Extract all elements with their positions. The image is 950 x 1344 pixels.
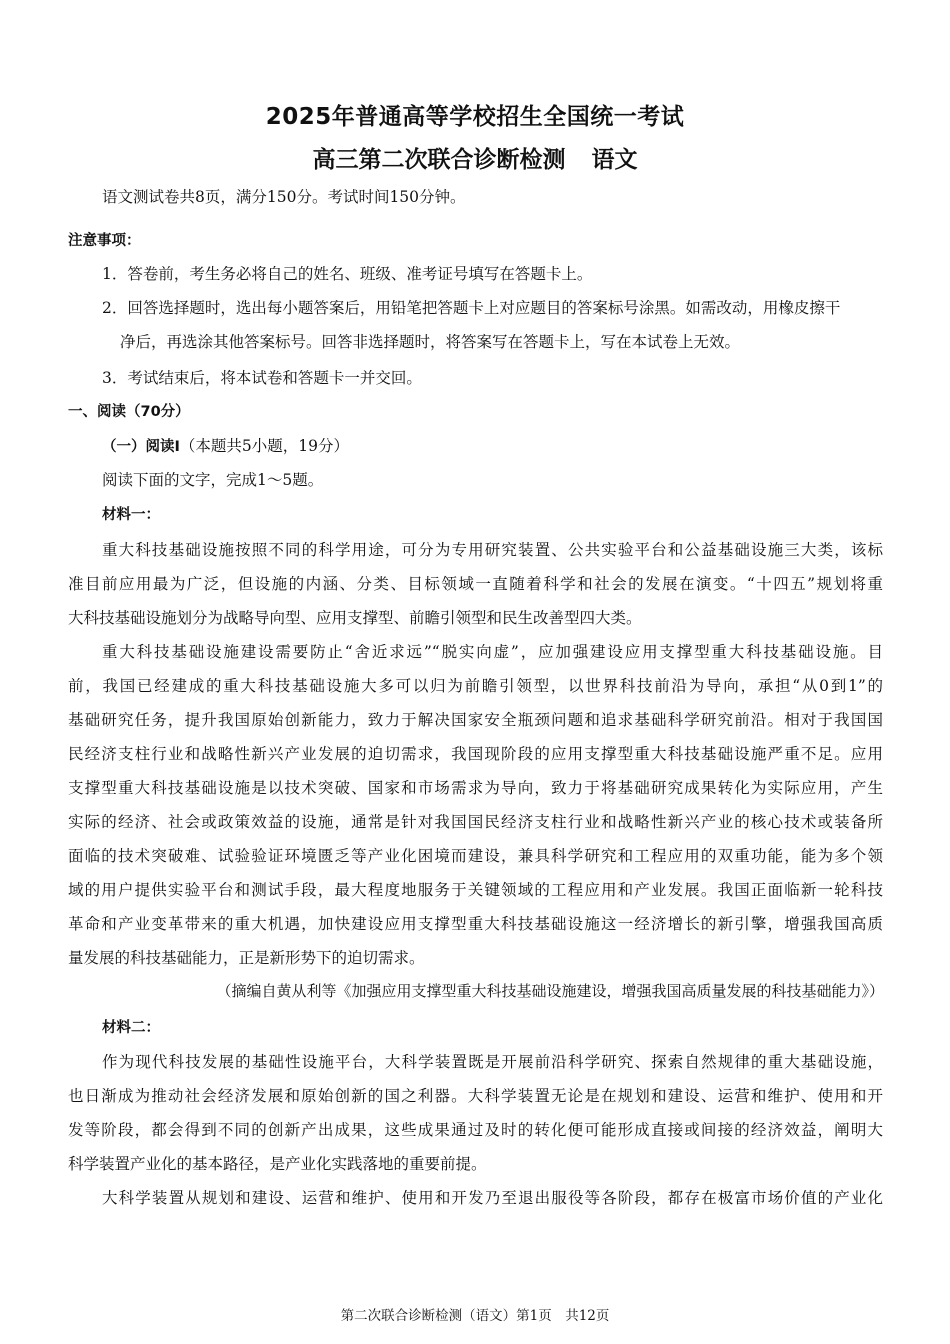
- exam-title: 2025年普通高等学校招生全国统一考试: [265, 104, 685, 130]
- material1-label: 材料一：: [102, 507, 160, 523]
- section-heading: 一、阅读（70分）: [68, 404, 190, 420]
- material1-line: 前，我国已经建成的重大科技基础设施大多可以归为前瞻引领型，以世界科技前沿为导向，承担“从0到1”的: [68, 677, 883, 695]
- material2-line: 作为现代科技发展的基础性设施平台，大科学装置既是开展前沿科学研究、探索自然规律的重大基础设施，: [102, 1053, 883, 1071]
- material1-line: 重大科技基础设施建设需要防止“舍近求远”“脱实向虚”，应加强建设应用支撑型重大科技基础设施。目: [102, 643, 883, 661]
- material1-line: 实际的经济、社会或政策效益的设施，通常是针对我国国民经济支柱行业和战略性新兴产业的核心技术或装备所: [68, 813, 883, 831]
- material2-line: 大科学装置从规划和建设、运营和维护、使用和开发乃至退出服役等各阶段，都存在极富市场价值的产业化: [102, 1189, 883, 1207]
- material1-line: 重大科技基础设施按照不同的科学用途，可分为专用研究装置、公共实验平台和公益基础设施三大类，该标: [102, 541, 883, 559]
- material1-line: 域的用户提供实验平台和测试手段，最大程度地服务于关键领域的工程应用和产业发展。我国正面临新一轮科技: [68, 881, 883, 899]
- exam-subject: 语文: [591, 147, 638, 173]
- notice-item-continued: 净后，再选涂其他答案标号。回答非选择题时，将答案写在答题卡上，写在本试卷上无效。: [120, 333, 741, 351]
- reading-instruction: 阅读下面的文字，完成1～5题。: [102, 471, 324, 489]
- material1-line: 大科技基础设施划分为战略导向型、应用支撑型、前瞻引领型和民生改善型四大类。: [68, 609, 642, 627]
- material1-line: 民经济支柱行业和战略性新兴产业发展的迫切需求，我国现阶段的应用支撑型重大科技基础设施严重不足。应用: [68, 745, 883, 763]
- material1-source: （摘编自黄从利等《加强应用支撑型重大科技基础设施建设，增强我国高质量发展的科技基础能力》）: [216, 982, 884, 1000]
- notice-item: 2．回答选择题时，选出每小题答案后，用铅笔把答题卡上对应题目的答案标号涂黑。如需改动，用橡皮擦干: [102, 299, 841, 317]
- notice-item: 3．考试结束后，将本试卷和答题卡一并交回。: [102, 369, 422, 387]
- exam-subtitle-main: 高三第二次联合诊断检测: [312, 147, 566, 173]
- material2-line: 发等阶段，都会得到不同的创新产出成果，这些成果通过及时的转化便可能形成直接或间接的经济效益，阐明大: [68, 1121, 883, 1139]
- subsection-info: （本题共5小题，19分）: [179, 437, 349, 455]
- material2-line: 科学装置产业化的基本路径，是产业化实践落地的重要前提。: [68, 1155, 487, 1173]
- material1-line: 支撑型重大科技基础设施是以技术突破、国家和市场需求为导向，致力于将基础研究成果转化为实际应用，产生: [68, 779, 883, 797]
- exam-intro: 语文测试卷共8页，满分150分。考试时间150分钟。: [102, 188, 466, 206]
- material2-line: 也日渐成为推动社会经济发展和原始创新的国之利器。大科学装置无论是在规划和建设、运营和维护、使用和开: [68, 1087, 883, 1105]
- material1-line: 准目前应用最为广泛，但设施的内涵、分类、目标领域一直随着科学和社会的发展在演变。“十四五”规划将重: [68, 575, 883, 593]
- exam-subtitle: [0, 141, 950, 174]
- material2-label: 材料二：: [102, 1020, 160, 1036]
- notice-item: 1．答卷前，考生务必将自己的姓名、班级、准考证号填写在答题卡上。: [102, 265, 593, 283]
- subsection-heading: [102, 434, 349, 456]
- material1-line: 量发展的科技基础能力，正是新形势下的迫切需求。: [68, 949, 425, 967]
- subsection-title: （一）阅读Ⅰ: [102, 439, 180, 455]
- material1-line: 面临的技术突破难、试验验证环境匮乏等产业化困境而建设，兼具科学研究和工程应用的双重功能，能为多个领: [68, 847, 883, 865]
- page-footer: 第二次联合诊断检测（语文）第1页 共12页: [340, 1308, 610, 1324]
- material1-line: 革命和产业变革带来的重大机遇，加快建设应用支撑型重大科技基础设施这一经济增长的新引擎，增强我国高质: [68, 915, 883, 933]
- material1-line: 基础研究任务，提升我国原始创新能力，致力于解决国家安全瓶颈问题和追求基础科学研究前沿。相对于我国国: [68, 711, 883, 729]
- notice-heading: 注意事项：: [68, 233, 141, 249]
